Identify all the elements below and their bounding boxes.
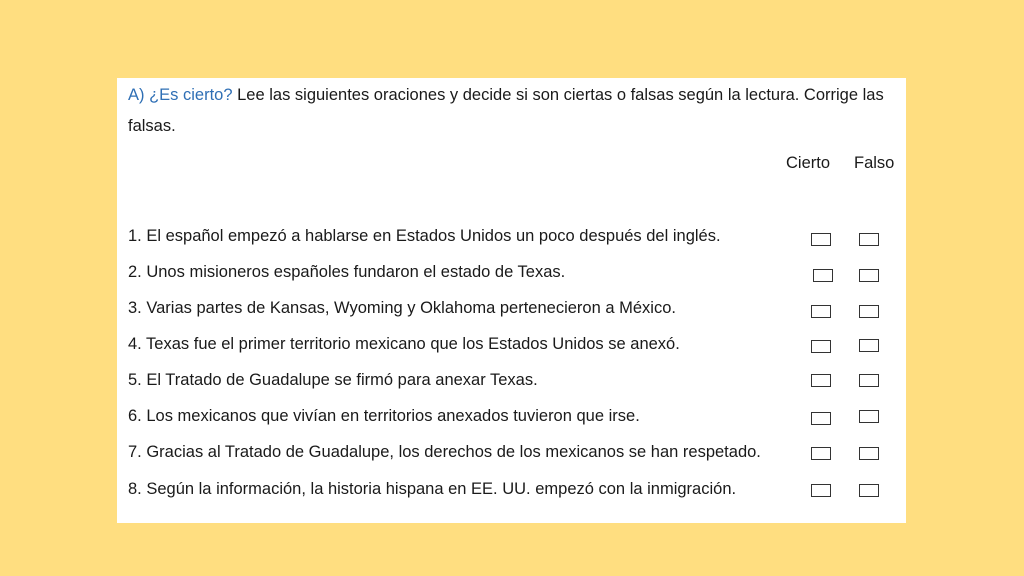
exercise-label: A) ¿Es cierto? bbox=[128, 86, 233, 104]
exercise-card bbox=[117, 78, 906, 523]
cierto-checkbox-5[interactable] bbox=[811, 374, 831, 387]
cierto-checkbox-1[interactable] bbox=[811, 233, 831, 246]
statement-2: 2. Unos misioneros españoles fundaron el estado de Texas. bbox=[128, 263, 566, 281]
statement-5: 5. El Tratado de Guadalupe se firmó para anexar Texas. bbox=[128, 371, 538, 389]
instructions-text: Lee las siguientes oraciones y decide si son ciertas o falsas según la lectura. Corrige las falsas. bbox=[128, 86, 884, 135]
falso-checkbox-5[interactable] bbox=[859, 374, 879, 387]
cierto-checkbox-6[interactable] bbox=[811, 412, 831, 425]
statement-6: 6. Los mexicanos que vivían en territorios anexados tuvieron que irse. bbox=[128, 407, 640, 425]
falso-checkbox-2[interactable] bbox=[859, 269, 879, 282]
falso-checkbox-3[interactable] bbox=[859, 305, 879, 318]
statement-1: 1. El español empezó a hablarse en Estados Unidos un poco después del inglés. bbox=[128, 227, 721, 245]
falso-checkbox-1[interactable] bbox=[859, 233, 879, 246]
statement-4: 4. Texas fue el primer territorio mexicano que los Estados Unidos se anexó. bbox=[128, 335, 680, 353]
statement-3: 3. Varias partes de Kansas, Wyoming y Oklahoma pertenecieron a México. bbox=[128, 299, 676, 317]
falso-checkbox-8[interactable] bbox=[859, 484, 879, 497]
falso-checkbox-6[interactable] bbox=[859, 410, 879, 423]
cierto-checkbox-2[interactable] bbox=[813, 269, 833, 282]
column-header-cierto: Cierto bbox=[786, 154, 831, 172]
column-header-falso: Falso bbox=[854, 154, 895, 172]
statement-8: 8. Según la información, la historia hispana en EE. UU. empezó con la inmigración. bbox=[128, 480, 737, 498]
cierto-checkbox-7[interactable] bbox=[811, 447, 831, 460]
cierto-checkbox-8[interactable] bbox=[811, 484, 831, 497]
cierto-checkbox-4[interactable] bbox=[811, 340, 831, 353]
exercise-instructions bbox=[128, 80, 888, 142]
statement-7: 7. Gracias al Tratado de Guadalupe, los derechos de los mexicanos se han respetado. bbox=[128, 443, 761, 461]
falso-checkbox-4[interactable] bbox=[859, 339, 879, 352]
cierto-checkbox-3[interactable] bbox=[811, 305, 831, 318]
falso-checkbox-7[interactable] bbox=[859, 447, 879, 460]
